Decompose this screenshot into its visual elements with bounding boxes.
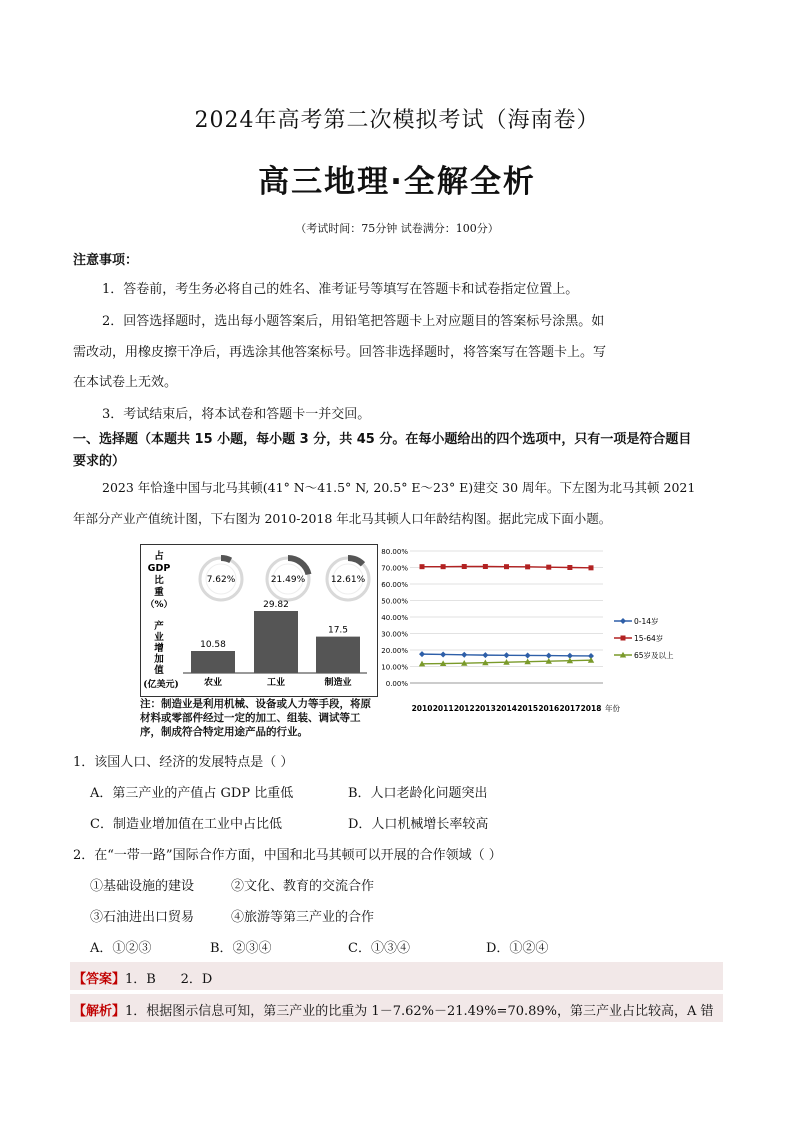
series-0-point-3 (482, 652, 488, 658)
legend-marker-0 (620, 618, 626, 624)
x-tick-label-5: 2015 (517, 704, 539, 713)
y-tick-label-4: 40.00% (381, 614, 408, 622)
bar-1 (254, 611, 298, 673)
series-0-point-6 (546, 653, 552, 659)
bar-category-2: 制造业 (324, 678, 352, 688)
population-chart-svg (378, 541, 678, 717)
question-1-option-b: B．人口老龄化问题突出 (348, 786, 488, 801)
exam-info: （考试时间：75分钟 试卷满分：100分） (295, 222, 499, 235)
question-2-item-3: ③石油进出口贸易 (90, 910, 195, 925)
value-label-2: 增 (154, 643, 164, 654)
intro-line2: 年部分产业产值统计图，下右图为 2010-2018 年北马其顿人口年龄结构图。据此完成下面小题。 (73, 511, 612, 526)
series-1-point-1 (441, 564, 446, 569)
x-tick-label-1: 2011 (432, 704, 454, 713)
analysis-text: 1．根据图示信息可知，第三产业的比重为 1－7.62%－21.49%=70.89%，第三产业占比较高，A 错 (125, 1004, 714, 1019)
legend-label-0: 0-14岁 (634, 617, 659, 626)
exam-title: 2024年高考第二次模拟考试（海南卷） (194, 108, 600, 133)
series-0-point-1 (440, 651, 446, 657)
legend-marker-1 (621, 636, 626, 641)
gdp-label-3: 重 (154, 587, 164, 598)
question-2-option-c: C．①③④ (348, 941, 410, 956)
figure-note: 注：制造业是利用机械、设备或人力等手段，将原材料或零部件经过一定的加工、组装、调试等工序，制成符合特定用途产品的行业。 (140, 698, 371, 738)
series-0-point-0 (419, 651, 425, 657)
bar-value-0: 10.58 (200, 640, 226, 651)
y-tick-label-7: 70.00% (381, 564, 408, 573)
analysis-line (73, 1000, 723, 1019)
legend-label-1: 15-64岁 (634, 634, 664, 643)
bar-2 (316, 637, 360, 673)
donut-label-1: 21.49% (270, 575, 306, 585)
section-heading-line1: 一、选择题（本题共 15 小题，每小题 3 分，共 45 分。在每小题给出的四个选项中，只有一项是符合题目 (73, 432, 692, 447)
answer-tag: 【答案】 (73, 972, 126, 987)
gdp-label-1: GDP (147, 563, 171, 574)
y-tick-label-6: 60.00% (381, 581, 408, 589)
y-tick-label-8: 80.00% (381, 548, 408, 556)
value-added-bars (183, 600, 367, 688)
donut-slice-2 (348, 558, 363, 564)
value-label-4: 值 (154, 665, 164, 676)
question-1-option-d: D．人口机械增长率较高 (348, 817, 489, 832)
gdp-label-4: （%） (145, 600, 173, 610)
bar-0 (191, 651, 235, 673)
analysis-tag: 【解析】 (73, 1004, 126, 1019)
series-1-point-2 (462, 564, 467, 569)
series-1-point-0 (420, 564, 425, 569)
x-tick-label-8: 2018 (580, 704, 602, 713)
value-label-3: 加 (154, 654, 164, 665)
gdp-share-donuts (200, 558, 369, 600)
x-tick-label-4: 2014 (496, 704, 517, 713)
value-label-5: (亿美元) (143, 680, 179, 690)
series-1-point-8 (589, 565, 594, 570)
series-1-point-6 (546, 565, 551, 570)
notice-item-2-end: 在本试卷上无效。 (73, 375, 178, 390)
x-tick-label-6: 2016 (538, 704, 560, 713)
section-heading (73, 429, 723, 473)
section-heading-line2: 要求的） (73, 454, 126, 469)
question-2-item-1: ①基础设施的建设 (90, 879, 195, 894)
series-0-point-2 (461, 652, 467, 658)
question-2-option-a: A．①②③ (90, 941, 152, 956)
bar-value-1: 29.82 (263, 600, 289, 610)
notice-item-2-cont: 需改动，用橡皮擦干净后，再选涂其他答案标号。回答非选择题时，将答案写在答题卡上。写 (73, 345, 607, 360)
bar-category-0: 农业 (203, 678, 223, 688)
population-chart (378, 541, 678, 717)
notice-item-1: 1．答卷前，考生务必将自己的姓名、准考证号等填写在答题卡和试卷指定位置上。 (102, 282, 579, 297)
answer-line (73, 968, 212, 987)
bar-value-2: 17.5 (327, 625, 349, 636)
y-tick-label-2: 20.00% (381, 647, 408, 655)
question-1-option-a: A．第三产业的产值占 GDP 比重低 (90, 786, 294, 801)
y-tick-label-1: 10.00% (381, 663, 408, 672)
notice-heading: 注意事项： (73, 253, 139, 268)
donut-label-0: 7.62% (206, 575, 236, 585)
series-1-point-7 (567, 565, 572, 570)
bar-category-1: 工业 (266, 678, 286, 688)
series-0-point-4 (504, 652, 510, 658)
question-2-stem: 2．在“一带一路”国际合作方面，中国和北马其顿可以开展的合作领域（ ） (73, 848, 502, 863)
exam-subtitle: 高三地理·全解全析 (258, 164, 536, 200)
x-tick-label-0: 2010 (411, 704, 433, 713)
series-1-point-3 (483, 564, 488, 569)
question-2-option-b: B．②③④ (210, 941, 272, 956)
notice-item-3: 3．考试结束后，将本试卷和答题卡一并交回。 (102, 407, 371, 422)
x-unit-label: 年份 (605, 704, 620, 713)
y-tick-label-0: 0.00% (385, 680, 408, 688)
legend-label-2: 65岁及以上 (634, 651, 674, 660)
donut-label-2: 12.61% (330, 575, 366, 585)
y-tick-label-3: 30.00% (381, 630, 408, 639)
question-2-item-4: ④旅游等第三产业的合作 (231, 910, 375, 925)
question-1-stem: 1．该国人口、经济的发展特点是（ ） (73, 755, 294, 770)
value-label-1: 业 (154, 632, 164, 643)
series-0-point-5 (525, 652, 531, 658)
gdp-label-0: 占 (154, 551, 164, 562)
question-2-item-2: ②文化、教育的交流合作 (231, 879, 375, 894)
gdp-label-2: 比 (154, 575, 164, 586)
x-tick-label-2: 2012 (453, 704, 475, 713)
intro-line1: 2023 年恰逢中国与北马其顿(41° N～41.5° N, 20.5° E～23° E)建交 30 周年。下左图为北马其顿 2021 (102, 480, 696, 495)
answer-text: 1．B 2．D (125, 972, 213, 987)
industry-figure (140, 544, 378, 697)
series-1-point-4 (504, 564, 509, 569)
industry-figure-svg (141, 545, 377, 696)
notice-item-2: 2．回答选择题时，选出每小题答案后，用铅笔把答题卡上对应题目的答案标号涂黑。如 (102, 314, 605, 329)
x-tick-label-3: 2013 (474, 704, 496, 713)
series-1-point-5 (525, 564, 530, 569)
x-tick-label-7: 2017 (559, 704, 581, 713)
y-tick-label-5: 50.00% (381, 597, 408, 606)
question-2-option-d: D．①②④ (486, 941, 549, 956)
question-1-option-c: C．制造业增加值在工业中占比低 (90, 817, 282, 832)
donut-slice-0 (221, 558, 231, 560)
value-label-0: 产 (154, 621, 164, 632)
